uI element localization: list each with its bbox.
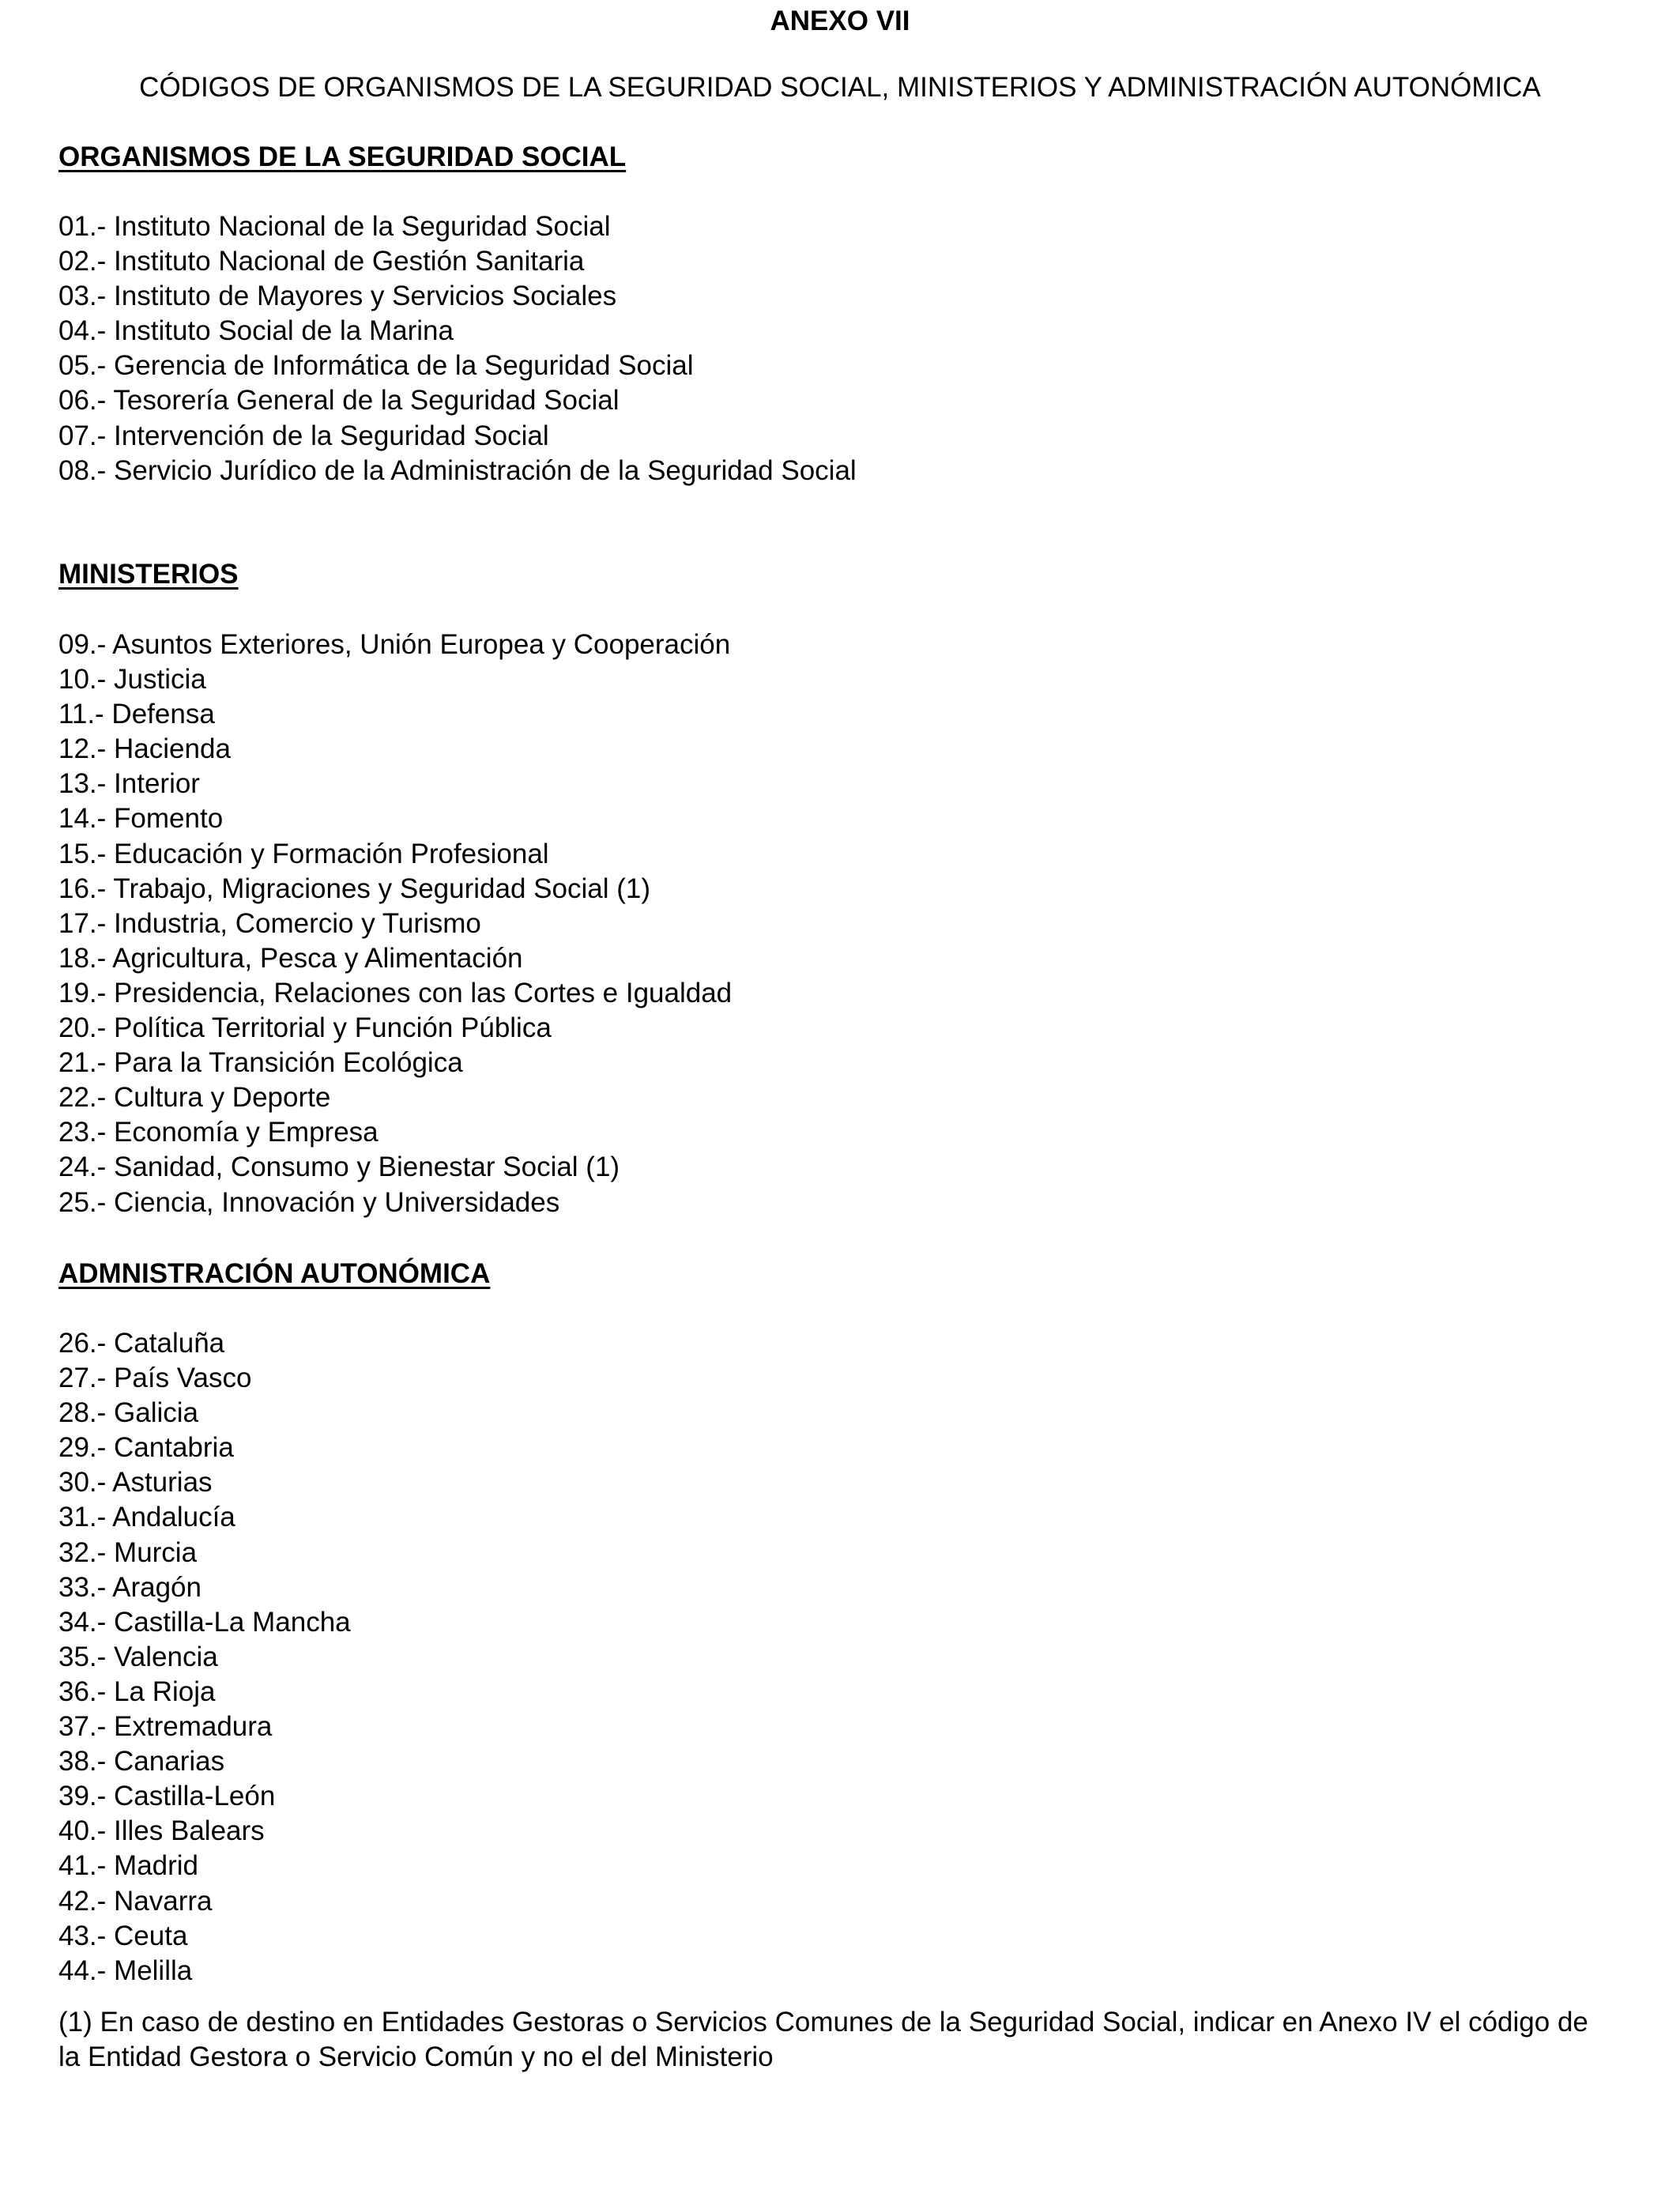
list-item: 37.- Extremadura (58, 1711, 273, 1743)
list-item: 33.- Aragón (58, 1571, 202, 1603)
list-item: 04.- Instituto Social de la Marina (58, 315, 454, 347)
list-item: 21.- Para la Transición Ecológica (58, 1047, 463, 1079)
list-item: 24.- Sanidad, Consumo y Bienestar Social (1) (58, 1152, 620, 1183)
list-item: 11.- Defensa (58, 699, 215, 730)
list-item: 41.- Madrid (58, 1850, 199, 1882)
list-item: 35.- Valencia (58, 1641, 218, 1672)
list-item: 16.- Trabajo, Migraciones y Seguridad Social (1) (58, 873, 650, 904)
footnote: (1) En caso de destino en Entidades Gestoras o Servicios Comunes de la Seguridad Social, indicar en Anexo IV el código de la Entidad Gestora o Servicio Común y no el del Ministerio (58, 2007, 1588, 2072)
list-item: 05.- Gerencia de Informática de la Seguridad Social (58, 350, 694, 382)
list-item: 17.- Industria, Comercio y Turismo (58, 907, 481, 939)
list-item: 07.- Intervención de la Seguridad Social (58, 420, 549, 451)
page-title: ANEXO VII (770, 6, 910, 36)
list-item: 01.- Instituto Nacional de la Seguridad Social (58, 211, 611, 242)
list-item: 18.- Agricultura, Pesca y Alimentación (58, 942, 523, 974)
list-ministerios (58, 628, 732, 1220)
list-item: 15.- Educación y Formación Profesional (58, 838, 549, 869)
list-item: 32.- Murcia (58, 1536, 198, 1568)
section-heading-ministerios: MINISTERIOS (58, 559, 239, 590)
list-item: 43.- Ceuta (58, 1920, 188, 1951)
list-item: 44.- Melilla (58, 1955, 193, 1986)
list-item: 36.- La Rioja (58, 1676, 216, 1707)
list-item: 06.- Tesorería General de la Seguridad Social (58, 385, 620, 417)
list-item: 14.- Fomento (58, 803, 224, 835)
section-heading-seguridad-social: ORGANISMOS DE LA SEGURIDAD SOCIAL (58, 141, 627, 172)
list-item: 09.- Asuntos Exteriores, Unión Europea y Cooperación (58, 629, 731, 660)
list-item: 40.- Illes Balears (58, 1815, 265, 1847)
list-item: 10.- Justicia (58, 664, 206, 696)
list-item: 42.- Navarra (58, 1885, 213, 1917)
list-item: 22.- Cultura y Deporte (58, 1082, 331, 1114)
list-seguridad-social (58, 209, 857, 488)
list-item: 31.- Andalucía (58, 1502, 235, 1533)
list-item: 19.- Presidencia, Relaciones con las Cortes e Igualdad (58, 977, 733, 1008)
list-item: 26.- Cataluña (58, 1328, 225, 1359)
list-item: 08.- Servicio Jurídico de la Administración de la Seguridad Social (58, 454, 857, 486)
list-autonomica (58, 1326, 351, 1989)
list-item: 25.- Ciencia, Innovación y Universidades (58, 1186, 560, 1218)
section-heading-autonomica: ADMNISTRACIÓN AUTONÓMICA (58, 1258, 491, 1289)
list-item: 28.- Galicia (58, 1397, 199, 1429)
list-item: 38.- Canarias (58, 1746, 225, 1777)
list-item: 12.- Hacienda (58, 733, 231, 765)
list-item: 34.- Castilla-La Mancha (58, 1606, 351, 1638)
list-item: 20.- Política Territorial y Función Pública (58, 1012, 552, 1044)
list-item: 29.- Cantabria (58, 1432, 234, 1464)
list-item: 02.- Instituto Nacional de Gestión Sanitaria (58, 246, 585, 277)
list-item: 13.- Interior (58, 768, 200, 800)
list-item: 03.- Instituto de Mayores y Servicios Sociales (58, 281, 617, 312)
list-item: 23.- Economía y Empresa (58, 1117, 379, 1148)
list-item: 39.- Castilla-León (58, 1781, 276, 1812)
list-item: 27.- País Vasco (58, 1363, 252, 1394)
list-item: 30.- Asturias (58, 1467, 213, 1498)
page-subtitle: CÓDIGOS DE ORGANISMOS DE LA SEGURIDAD SOCIAL, MINISTERIOS Y ADMINISTRACIÓN AUTONÓMICA (139, 72, 1541, 103)
